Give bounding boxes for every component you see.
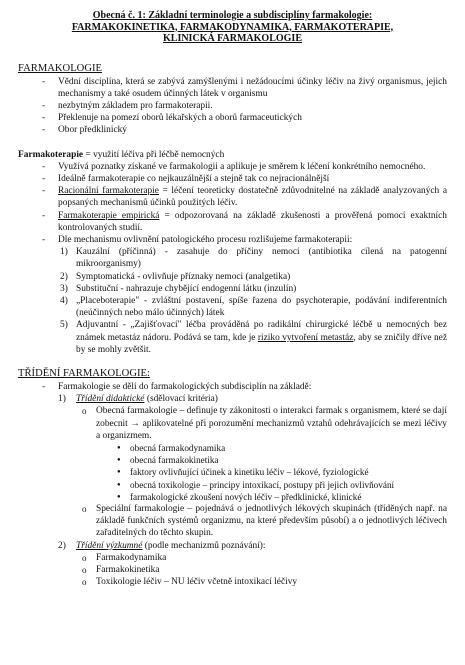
bullet-item: ● faktory ovlivňující účinek a kinetiku léčiv – lékové, fyziologické — [130, 466, 447, 478]
item-number: 1) — [58, 394, 66, 405]
list-item — [58, 381, 447, 588]
bullet-item: ● farmakologické zkoušení nových léčiv – předklinické, klinické — [130, 491, 447, 503]
item-text: Symptomatická - ovlivňuje příznaky nemoci (analgetika) — [76, 271, 291, 282]
numbered-item — [60, 246, 447, 270]
vyzkumne-rest: (podle mechanizmů poznávání): — [142, 540, 266, 551]
mechanism-intro: Dle mechanismu ovlivnění patologického procesu rozlišujeme farmakoterapii: — [58, 234, 353, 245]
numbered-item — [60, 319, 448, 356]
numbered-item — [60, 271, 447, 283]
item-number: 5) — [60, 320, 68, 331]
list-item: - Překlenuje na pomezí oborů lékařských a oborů farmaceutických — [58, 112, 447, 124]
bullet-item: ● obecná farmakokinetika — [130, 454, 447, 466]
list-item: - nezbytným základem pro farmakoterapii. — [58, 100, 447, 112]
farmakoterapie-definition-text: = využití léčiva při léčbě nemocných — [83, 149, 225, 160]
didakticke-item — [58, 393, 447, 539]
item-number: 2) — [58, 540, 66, 551]
obecna-term: Obecná farmakologie — [96, 406, 178, 417]
farmakologie-list — [18, 76, 447, 137]
trideni-list — [18, 381, 447, 588]
item-number: 2) — [60, 271, 68, 282]
vyzkumne-item — [58, 540, 447, 589]
empiricka-text: = odpozorovaná na základě zkušenosti a prověřená pomocí exaktních kontrolovaných studií. — [58, 210, 447, 233]
farmakoterapie-definition — [18, 149, 447, 161]
vyzkumne-label: Třídění výzkumné — [76, 540, 143, 551]
sublist-item: o Farmakodynamika — [96, 552, 447, 564]
list-item: - Vědní disciplína, která se zabývá zamýšlenými i nežádoucími účinky léčiv na živý organismus, jejich mechanismy a také osudem účinných látek v organismu — [58, 76, 447, 100]
section-heading-farmakologie: FARMAKOLOGIE — [18, 62, 102, 74]
title-line-2: FARMAKOKINETIKA, FARMAKODYNAMIKA, FARMAKOTERAPIE, — [71, 21, 394, 33]
didakticke-label: Třídění didaktické — [76, 394, 145, 405]
item-text: Substituční - nahrazuje chybějící endogenní látku (inzulín) — [76, 283, 297, 294]
list-item — [58, 210, 447, 234]
item-text: Kauzální (příčinná) - zasahuje do příčiny nemoci (antibiotika cílená na patogenní mikroorganismy) — [76, 247, 447, 270]
bullet-item: ● obecná toxikologie – principy intoxikací, postupy při jejich ovlivňování — [130, 479, 447, 491]
list-item — [58, 185, 447, 209]
empiricka-term: Farmakoterapie empirická — [58, 210, 160, 221]
item-number: 3) — [60, 283, 68, 294]
farmakoterapie-list — [18, 161, 447, 356]
list-item: - Ideálně farmakoterapie co nejkauzálnější a stejně tak co nejracionálnější — [58, 173, 447, 185]
list-item: - Využívá poznatky získané ve farmakologii a aplikuje je směrem k léčení konkrétního nemocného. — [58, 161, 447, 173]
item-number: 1) — [60, 247, 68, 258]
racionalni-term: Racionální farmakoterapie — [58, 186, 159, 197]
title-line-1: Obecná č. 1: Základní terminologie a subdisciplíny farmakologie: — [92, 10, 373, 21]
sublist-item: o Toxikologie léčiv – NU léčiv včetně intoxikací léčivy — [96, 576, 447, 588]
sublist-item: o Speciální farmakologie – pojednává o jednotlivých lékových skupinách (tříděných např. na základě funkčních systémů organizmu, na které především působí) a o jednotlivých léčivech zařaditelných do těchto skupin. — [96, 503, 447, 540]
vyzkumne-sublist — [76, 552, 447, 589]
sublist-item: o Farmakokinetika — [96, 564, 447, 576]
item-text: „Placeboterapie" - zvláštní postavení, spíše řazena do psychoterapie, podávání indiferentních (neúčinných nebo málo účinných) látek — [76, 295, 447, 319]
document-title — [18, 10, 447, 45]
sublist-item — [96, 405, 447, 503]
obecna-text: – definuje ty zákonitosti o interakci farmak s organismem, které se dají zobecnit → aplikovatelné při porozumění mechanizmů vztahů odehrávajících se mezi léčivy a organizmem. — [96, 406, 448, 441]
list-item: - Obor předklinický — [58, 124, 447, 136]
didakticke-rest: (sdělovací kritéria) — [144, 394, 218, 405]
racionalni-text: = léčení teoreticky dostatečně zdůvodnitelné na základě analyzovaných a popsaných mechanismů účinků použitých léčiv. — [58, 186, 447, 209]
therapy-types-list — [58, 246, 447, 356]
item-number: 4) — [60, 295, 68, 306]
didakticke-sublist — [76, 405, 447, 539]
trideni-intro: Farmakologie se dělí do farmakologických subdisciplín na základě: — [58, 381, 312, 392]
item-text-underlined: riziko vytvoření metastáz — [257, 332, 354, 343]
numbered-item — [60, 295, 447, 319]
farmakoterapie-term: Farmakoterapie — [18, 149, 84, 160]
bullet-item: ● obecná farmakodynamika — [130, 442, 447, 454]
item-text: Adjuvantní - „Zajišťovací" léčba prováděná po radikální chirurgické léčbě u nemocných bez známek metastáz nádoru. Podává se tam, kde je — [76, 320, 447, 343]
title-line-3: KLINICKÁ FARMAKOLOGIE — [163, 33, 302, 44]
obecna-bullets — [96, 442, 447, 503]
item-text-end: , aby se zničily dříve než by se mohly zvětšit. — [76, 332, 448, 355]
numbered-item — [60, 283, 447, 295]
list-item — [58, 234, 447, 356]
section-heading-trideni: TŘÍDĚNÍ FARMAKOLOGIE: — [18, 367, 150, 379]
